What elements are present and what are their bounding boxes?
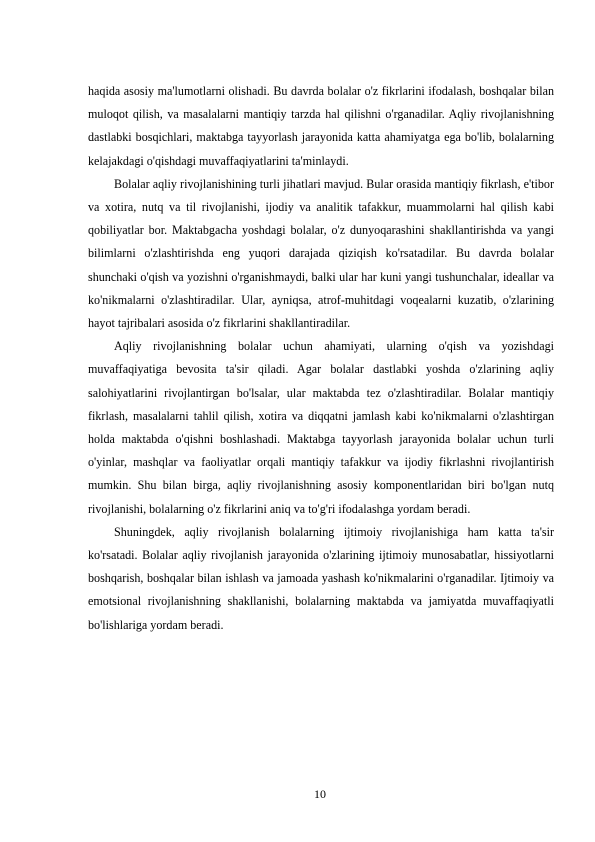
body-text: [88, 80, 554, 637]
paragraph: Shuningdek, aqliy rivojlanish bolalarning ijtimoiy rivojlanishiga ham katta ta'sir ko'rsatadi. Bolalar aqliy rivojlanish jarayonida o'zlarining ijtimoiy munosabatlar, hissiyotlarni boshqarish, boshqalar bilan ishlash va jamoada yashash ko'nikmalarini o'rganadilar. Ijtimoiy va emotsional rivojlanishning shakllanishi, bolalarning maktabda va jamiyatda muvaffaqiyatli bo'lishlariga yordam beradi.: [88, 524, 554, 632]
paragraph: Aqliy rivojlanishning bolalar uchun ahamiyati, ularning o'qish va yozishdagi muvaffaqiyatiga bevosita ta'sir qiladi. Agar bolalar dastlabki yoshda o'zlarining aqliy salohiyatlarini rivojlantirgan bo'lsalar, ular maktabda tez o'zlashtiradilar. Bolalar mantiqiy fikrlash, masalalarni tahlil qilish, xotira va diqqatni jamlash kabi ko'nikmalarni o'zlashtirgan holda maktabda o'qishni boshlashadi. Maktabga tayyorlash jarayonida bolalar uchun turli o'yinlar, mashqlar va faoliyatlar orqali mantiqiy tafakkur va ijodiy fikrlashni rivojlantirish mumkin. Shu bilan birga, aqliy rivojlanishning asosiy komponentlaridan biri bo'lgan nutq rivojlanishi, bolalarning o'z fikrlarini aniq va to'g'ri ifodalashga yordam beradi.: [88, 339, 554, 516]
page-number: 10: [314, 787, 326, 801]
paragraph: Bolalar aqliy rivojlanishining turli jihatlari mavjud. Bular orasida mantiqiy fikrlash, e'tibor va xotira, nutq va til rivojlanishi, ijodiy va analitik tafakkur, muammolarni hal qilish kabi qobiliyatlar bor. Maktabgacha yoshdagi bolalar, o'z dunyoqarashini shakllantirishda va yangi bilimlarni o'zlashtirishda eng yuqori darajada qiziqish ko'rsatadilar. Bu davrda bolalar shunchaki o'qish va yozishni o'rganishmaydi, balki ular har kuni yangi tushunchalar, ideallar va ko'nikmalarni o'zlashtiradilar. Ular, ayniqsa, atrof-muhitdagi voqealarni kuzatib, o'zlarining hayot tajribalari asosida o'z fikrlarini shakllantiradilar.: [88, 176, 554, 331]
paragraph: haqida asosiy ma'lumotlarni olishadi. Bu davrda bolalar o'z fikrlarini ifodalash, boshqalar bilan muloqot qilish, va masalalarni mantiqiy tarzda hal qilishni o'rganadilar. Aqliy rivojlanishning dastlabki bosqichlari, maktabga tayyorlash jarayonida katta ahamiyatga ega bo'lib, bolalarning kelajakdagi o'qishdagi muvaffaqiyatlarini ta'minlaydi.: [88, 84, 554, 168]
